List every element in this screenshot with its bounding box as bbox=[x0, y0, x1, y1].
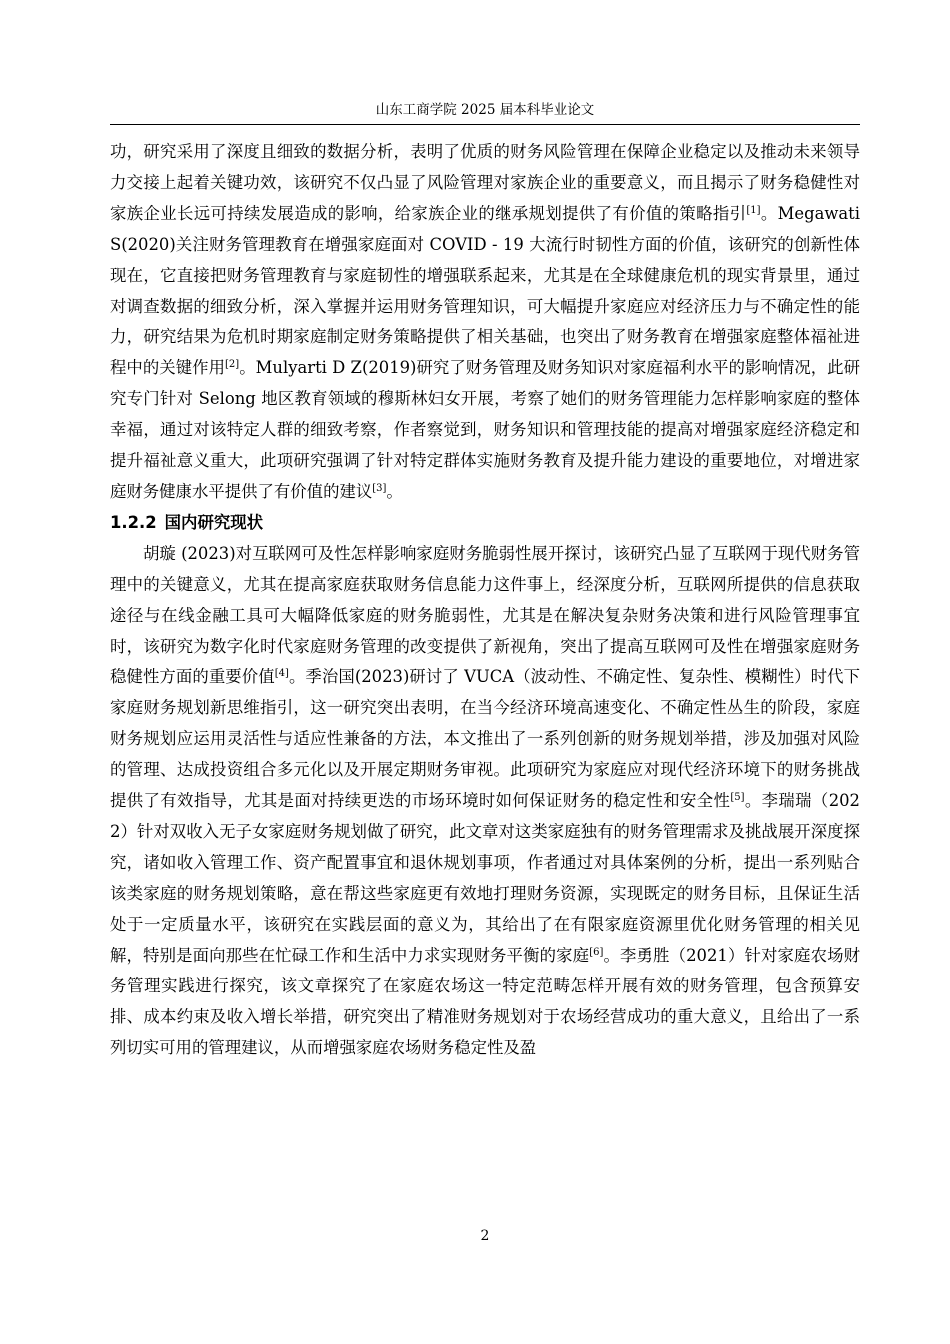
header-divider bbox=[110, 124, 860, 125]
header-title: 山东工商学院 2025 届本科毕业论文 bbox=[375, 102, 595, 118]
page-number: 2 bbox=[480, 1228, 490, 1244]
citation-ref-2: [2] bbox=[225, 359, 240, 371]
section-title: 国内研究现状 bbox=[164, 512, 264, 532]
section-number: 1.2.2 bbox=[110, 512, 157, 532]
paragraph-text: 胡璇 (2023)对互联网可及性怎样影响家庭财务脆弱性展开探讨，该研究凸显了互联网于现代财务管理中的关键意义，尤其在提高家庭获取财务信息能力这件事上，经深度分析，互联网所提供的信息获取途径与在线金融工具可大幅降低家庭的财务脆弱性，尤其是在解决复杂财务决策和进行风险管理事宜时，该研究为数字化时代家庭财务管理的改变提供了新视角，突出了提高互联网可及性在增强家庭财务稳健性方面的重要价值 bbox=[110, 543, 860, 687]
paragraph-text: 。Megawati S(2020)关注财务管理教育在增强家庭面对 COVID - 19 大流行时韧性方面的价值，该研究的创新性体现在，它直接把财务管理教育与家庭韧性的增强联系起来，尤其是在全球健康危机的现实背景里，通过对调查数据的细致分析，深入掌握并运用财务管理知识，可大幅提升家庭应对经济压力与不确定性的能力，研究结果为危机时期家庭制定财务策略提供了相关基础，也突出了财务教育在增强家庭整体福祉进程中的关键作用 bbox=[110, 203, 860, 378]
paragraph-text: 。Mulyarti D Z(2019)研究了财务管理及财务知识对家庭福利水平的影响情况，此研究专门针对 Selong 地区教育领域的穆斯林妇女开展，考察了她们的财务管理能力怎样影响家庭的整体幸福，通过对该特定人群的细致考察，作者察觉到，财务知识和管理技能的提高对增强家庭经济稳定和提升福祉意义重大，此项研究强调了针对特定群体实施财务教育及提升能力建设的重要地位，对增进家庭财务健康水平提供了有价值的建议 bbox=[110, 358, 860, 501]
citation-ref-4: [4] bbox=[274, 668, 289, 680]
paragraph-foreign-research bbox=[110, 137, 860, 508]
paragraph-text: 。 bbox=[386, 481, 403, 501]
paragraph-text: 。李瑞瑞（2022）针对双收入无子女家庭财务规划做了研究，此文章对这类家庭独有的财务管理需求及挑战展开深度探究，诸如收入管理工作、资产配置事宜和退休规划事项，作者通过对具体案例的分析，提出一系列贴合该类家庭的财务规划策略，意在帮这些家庭更有效地打理财务资源，实现既定的财务目标，且保证生活处于一定质量水平，该研究在实践层面的意义为，其给出了在有限家庭资源里优化财务管理的相关见解，特别是面向那些在忙碌工作和生活中力求实现财务平衡的家庭 bbox=[110, 791, 860, 965]
citation-ref-6: [6] bbox=[589, 946, 604, 958]
page-footer bbox=[110, 1227, 860, 1245]
section-heading bbox=[110, 508, 860, 539]
page-header bbox=[110, 101, 860, 119]
paragraph-text: 功，研究采用了深度且细致的数据分析，表明了优质的财务风险管理在保障企业稳定以及推动未来领导力交接上起着关键功效，该研究不仅凸显了风险管理对家族企业的重要意义，而且揭示了财务稳健性对家族企业长远可持续发展造成的影响，给家族企业的继承规划提供了有价值的策略指引 bbox=[110, 142, 860, 223]
citation-ref-1: [1] bbox=[746, 204, 761, 216]
paragraph-text: 。季治国(2023)研讨了 VUCA（波动性、不确定性、复杂性、模糊性）时代下家庭财务规划新思维指引，这一研究突出表明，在当今经济环境高速变化、不确定性丛生的阶段，家庭财务规划应运用灵活性与适应性兼备的方法，本文推出了一系列创新的财务规划举措，涉及加强对风险的管理、达成投资组合多元化以及开展定期财务审视。此项研究为家庭应对现代经济环境下的财务挑战提供了有效指导，尤其是面对持续更迭的市场环境时如何保证财务的稳定性和安全性 bbox=[110, 667, 860, 811]
paragraph-domestic-research bbox=[110, 539, 860, 1064]
paragraph-text: 。李勇胜（2021）针对家庭农场财务管理实践进行探究，该文章探究了在家庭农场这一特定范畴怎样开展有效的财务管理，包含预算安排、成本约束及收入增长举措，研究突出了精准财务规划对于农场经营成功的重大意义，且给出了一系列切实可用的管理建议，从而增强家庭农场财务稳定性及盈 bbox=[110, 945, 861, 1058]
citation-ref-3: [3] bbox=[372, 482, 387, 494]
page-body bbox=[110, 137, 860, 1064]
citation-ref-5: [5] bbox=[730, 792, 745, 804]
